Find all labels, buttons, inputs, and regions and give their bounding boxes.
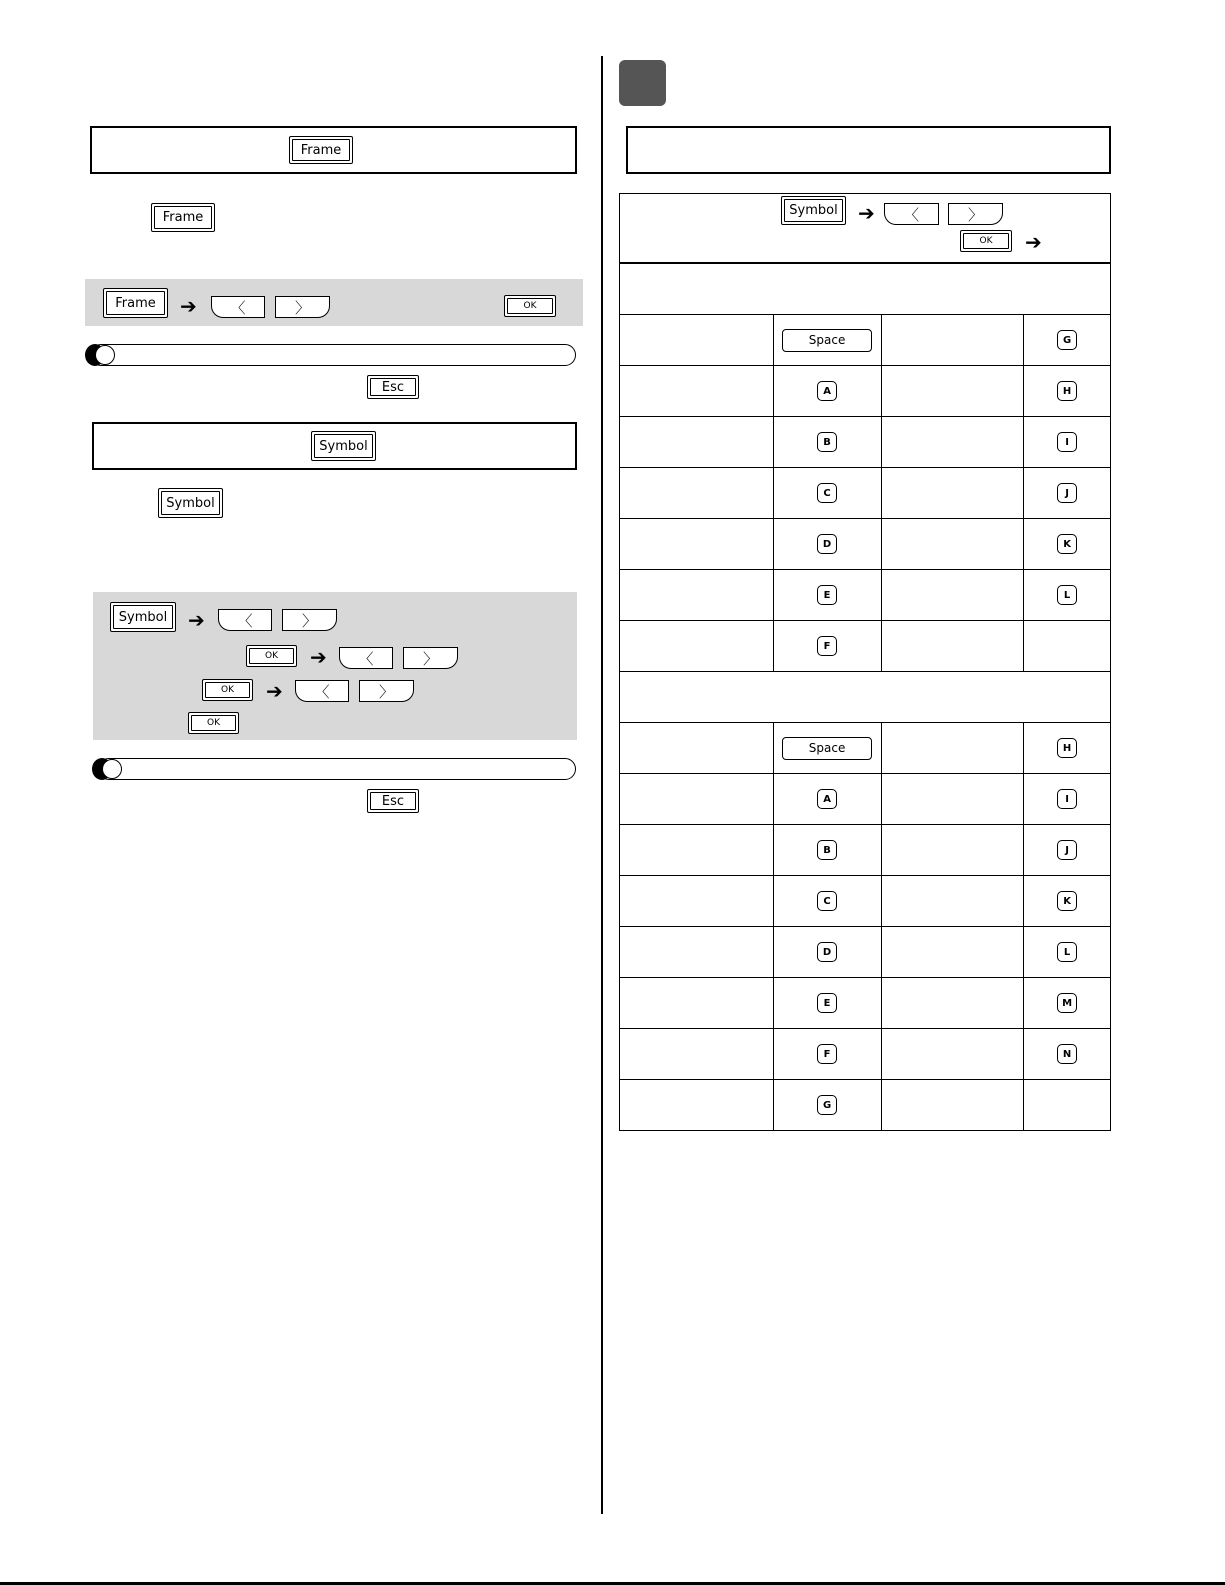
letter-key: L	[1057, 942, 1077, 962]
left-arrow-key: 〈	[211, 296, 265, 318]
key-cell	[1024, 876, 1111, 927]
description-cell	[881, 315, 1024, 366]
letter-key: M	[1057, 993, 1077, 1013]
key-cell	[1024, 927, 1111, 978]
ok-key: OK	[504, 295, 556, 317]
description-cell	[620, 366, 774, 417]
frame-key-step: Frame	[103, 288, 168, 318]
arrow-icon: ➔	[266, 679, 283, 703]
table-row	[620, 1029, 1111, 1080]
symbol-key-step: Symbol	[781, 196, 846, 225]
symbol-key: Symbol	[311, 431, 376, 461]
symbol-key-inline: Symbol	[158, 488, 223, 518]
description-cell	[620, 621, 774, 672]
letter-key: E	[817, 585, 837, 605]
key-cell	[773, 468, 881, 519]
description-cell	[881, 1080, 1024, 1131]
right-arrow-key: 〉	[359, 680, 414, 702]
esc-key: Esc	[367, 789, 419, 813]
description-cell	[881, 621, 1024, 672]
key-cell	[773, 570, 881, 621]
description-cell	[620, 723, 774, 774]
description-cell	[881, 570, 1024, 621]
table-row	[620, 927, 1111, 978]
key-cell	[773, 1080, 881, 1131]
key-cell	[773, 927, 881, 978]
section-heading-cell	[620, 672, 1111, 723]
table-row	[620, 315, 1111, 366]
letter-key: G	[817, 1095, 837, 1115]
right-arrow-key: 〉	[275, 296, 330, 318]
key-cell	[773, 978, 881, 1029]
table-row	[620, 978, 1111, 1029]
letter-key: H	[1057, 738, 1077, 758]
left-arrow-key: 〈	[218, 609, 272, 631]
letter-key: B	[817, 840, 837, 860]
letter-key: J	[1057, 840, 1077, 860]
right-arrow-key: 〉	[282, 609, 337, 631]
key-cell	[773, 417, 881, 468]
ok-key: OK	[188, 712, 239, 734]
letter-key: I	[1057, 432, 1077, 452]
letter-key: D	[817, 942, 837, 962]
description-cell	[881, 723, 1024, 774]
key-cell	[773, 519, 881, 570]
description-cell	[620, 876, 774, 927]
description-cell	[620, 774, 774, 825]
description-cell	[881, 468, 1024, 519]
arrow-icon: ➔	[310, 645, 327, 669]
table-row	[620, 876, 1111, 927]
right-arrow-key: 〉	[948, 203, 1003, 225]
description-cell	[881, 519, 1024, 570]
letter-key: F	[817, 1044, 837, 1064]
letter-key: C	[817, 891, 837, 911]
key-cell	[773, 723, 881, 774]
key-cell	[1024, 570, 1111, 621]
description-cell	[620, 978, 774, 1029]
letter-key: K	[1057, 891, 1077, 911]
description-cell	[881, 927, 1024, 978]
key-cell	[1024, 519, 1111, 570]
description-cell	[620, 417, 774, 468]
key-cell	[773, 774, 881, 825]
key-cell	[773, 876, 881, 927]
frame-key: Frame	[289, 136, 353, 164]
key-cell	[1024, 315, 1111, 366]
letter-key: I	[1057, 789, 1077, 809]
table-row	[620, 417, 1111, 468]
table-row	[620, 621, 1111, 672]
section-heading-row	[620, 672, 1111, 723]
description-cell	[881, 417, 1024, 468]
key-cell	[1024, 468, 1111, 519]
section-heading-row	[620, 264, 1111, 315]
note-bar	[90, 344, 576, 366]
letter-key: B	[817, 432, 837, 452]
ok-key: OK	[202, 679, 253, 701]
description-cell	[620, 825, 774, 876]
letter-key: C	[817, 483, 837, 503]
description-cell	[881, 774, 1024, 825]
ok-key: OK	[960, 230, 1012, 252]
arrow-icon: ➔	[1025, 230, 1042, 254]
letter-key: D	[817, 534, 837, 554]
letter-key: G	[1057, 330, 1077, 350]
table-row	[620, 468, 1111, 519]
description-cell	[620, 927, 774, 978]
key-cell	[1024, 825, 1111, 876]
description-cell	[620, 315, 774, 366]
left-arrow-key: 〈	[339, 647, 393, 669]
key-cell	[773, 366, 881, 417]
frame-key-inline: Frame	[151, 203, 215, 232]
key-cell	[1024, 978, 1111, 1029]
left-arrow-key: 〈	[884, 203, 939, 225]
table-row	[620, 570, 1111, 621]
note-bar	[98, 758, 576, 780]
note-icon	[92, 758, 112, 780]
ok-key: OK	[246, 645, 297, 667]
section-badge	[619, 60, 666, 106]
right-heading-box	[626, 126, 1111, 174]
right-arrow-key: 〉	[403, 647, 458, 669]
letter-key: K	[1057, 534, 1077, 554]
space-key: Space	[782, 737, 872, 760]
key-cell	[1024, 417, 1111, 468]
letter-key: J	[1057, 483, 1077, 503]
letter-key: F	[817, 636, 837, 656]
key-cell	[773, 315, 881, 366]
table-row	[620, 723, 1111, 774]
empty-cell	[1024, 621, 1111, 672]
space-key: Space	[782, 329, 872, 352]
description-cell	[620, 570, 774, 621]
table-row	[620, 366, 1111, 417]
left-arrow-key: 〈	[295, 680, 349, 702]
key-cell	[773, 825, 881, 876]
description-cell	[620, 1080, 774, 1131]
letter-key: E	[817, 993, 837, 1013]
table-row	[620, 1080, 1111, 1131]
key-cell	[1024, 774, 1111, 825]
symbol-key-step: Symbol	[110, 602, 176, 632]
letter-key: L	[1057, 585, 1077, 605]
key-cell	[773, 621, 881, 672]
description-cell	[881, 366, 1024, 417]
letter-key: A	[817, 381, 837, 401]
key-cell	[1024, 1029, 1111, 1080]
section-heading-cell	[620, 264, 1111, 315]
column-divider	[601, 56, 603, 1514]
empty-cell	[1024, 1080, 1111, 1131]
arrow-icon: ➔	[180, 294, 197, 318]
table-row	[620, 825, 1111, 876]
letter-key: H	[1057, 381, 1077, 401]
description-cell	[620, 1029, 774, 1080]
key-cell	[1024, 366, 1111, 417]
description-cell	[881, 1029, 1024, 1080]
description-cell	[620, 468, 774, 519]
description-cell	[881, 876, 1024, 927]
letter-key: A	[817, 789, 837, 809]
table-row	[620, 519, 1111, 570]
key-cell	[1024, 723, 1111, 774]
description-cell	[881, 978, 1024, 1029]
symbol-table	[619, 263, 1111, 1131]
arrow-icon: ➔	[188, 608, 205, 632]
description-cell	[881, 825, 1024, 876]
esc-key: Esc	[367, 375, 419, 399]
arrow-icon: ➔	[858, 201, 875, 225]
description-cell	[620, 519, 774, 570]
key-cell	[773, 1029, 881, 1080]
letter-key: N	[1057, 1044, 1077, 1064]
table-row	[620, 774, 1111, 825]
note-icon	[85, 344, 105, 366]
